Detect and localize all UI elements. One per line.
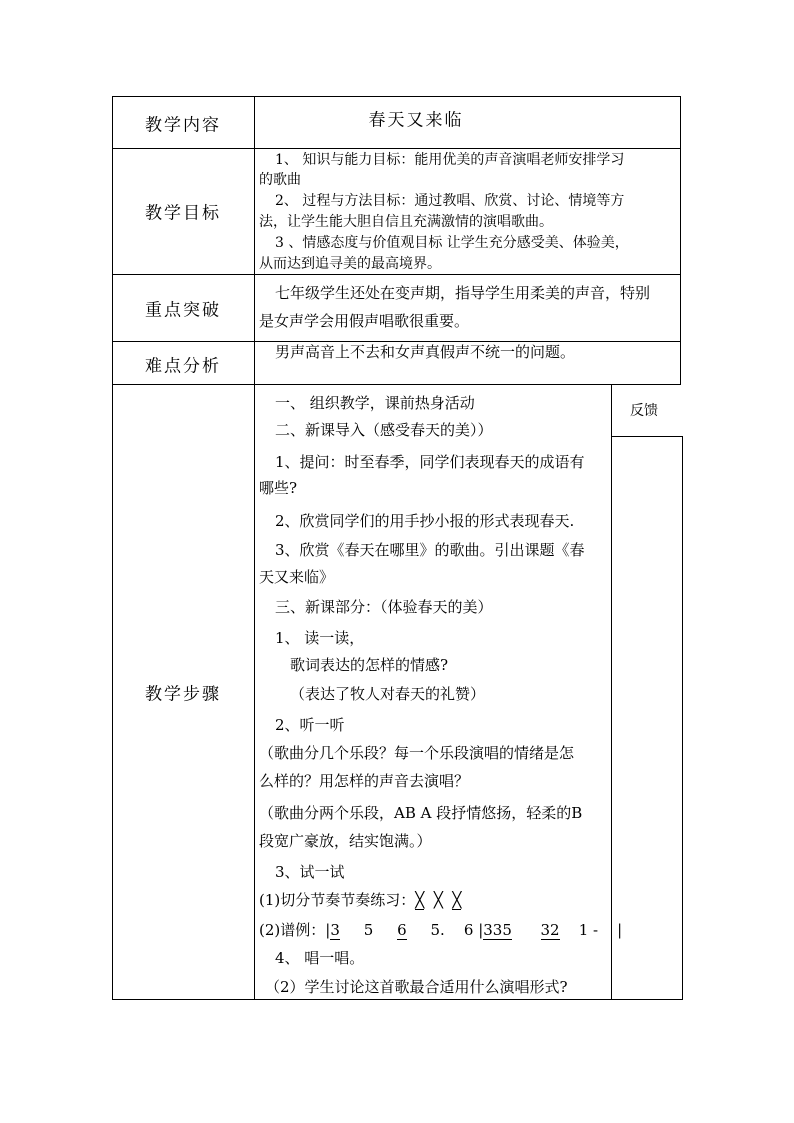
score-prefix: (2)谱例： [259,921,326,939]
note: 6 [463,921,474,939]
table-bottom-border [112,999,683,1000]
row-label-objectives: 教学目标 [145,203,221,224]
note: 1 - [578,921,599,939]
step-line: （歌曲分两个乐段，AB A 段抒情悠扬，轻柔的B [259,804,583,822]
feedback-header-divider [611,436,683,437]
note: 335 [483,921,512,939]
objective-line: 3 、情感态度与价值观目标 让学生充分感受美、体验美， [275,235,629,251]
objective-line: 法，让学生能大胆自信且充满激情的演唱歌曲。 [259,214,553,230]
row-divider-1 [112,148,681,149]
step-line: 段宽广豪放，结实饱满。） [259,832,432,850]
objective-line: 从而达到追寻美的最高境界。 [259,256,441,272]
step-line: （2）学生讨论这首歌最合适用什么演唱形式? [265,978,568,996]
rhythm-prefix: (1)切分节奏节奏练习： [259,891,416,909]
step-line: （歌曲分几个乐段？每一个乐段演唱的情绪是怎 [259,744,575,762]
step-line: 3、欣赏《春天在哪里》的歌曲。引出课题《春 [275,541,585,559]
note: 32 [540,921,560,939]
step-line: 2、欣赏同学们的用手抄小报的形式表现春天. [275,512,575,530]
step-line: 1、 读一读， [275,629,365,647]
rhythm-symbol: ╳ [452,891,462,909]
step-line: 二、新课导入（感受春天的美）） [275,421,493,439]
step-line: 一、 组织教学，课前热身活动 [275,394,475,412]
step-line: 1、提问：时至春季，同学们表现春天的成语有 [275,453,585,471]
step-line: 4、 唱一唱。 [275,949,365,967]
rhythm-exercise [259,890,461,910]
label-column-divider [254,96,255,1000]
note: 6 [397,921,407,939]
step-line: 3、试一试 [275,863,345,881]
feedback-column-right-border [682,436,683,1000]
step-line: （表达了牧人对春天的礼赞） [290,685,486,703]
note: 5. [430,921,445,939]
row-label-difficulty: 难点分析 [145,356,221,377]
step-line: 天又来临》 [259,568,335,586]
key-point-line: 七年级学生还处在变声期，指导学生用柔美的声音，特别 [275,284,651,302]
step-line: 歌词表达的怎样的情感? [290,656,449,674]
table-top-border [112,96,681,97]
row-divider-4 [112,384,681,385]
objective-line: 的歌曲 [259,172,301,188]
barline: | [325,921,331,939]
key-point-line: 是女声学会用假声唱歌很重要。 [259,312,470,330]
row-label-key-points: 重点突破 [145,300,221,321]
note: 3 [330,921,340,939]
objective-line: 2、 过程与方法目标：通过教唱、欣赏、讨论、情境等方 [275,193,625,209]
step-line: 三、新课部分：（体验春天的美） [275,598,493,616]
objective-line: 1、 知识与能力目标：能用优美的声音演唱老师安排学习 [275,152,625,168]
barline: | [617,921,623,939]
score-example [259,920,622,940]
table-right-border [680,96,681,385]
lesson-title: 春天又来临 [368,110,464,131]
rhythm-symbol: ╳ [433,891,443,909]
barline: | [478,921,484,939]
row-divider-2 [112,274,681,275]
table-left-border [112,96,113,1000]
difficulty-line: 男声高音上不去和女声真假声不统一的问题。 [275,343,576,361]
row-label-steps: 教学步骤 [145,684,221,705]
step-line: 么样的？用怎样的声音去演唱？ [259,772,470,790]
feedback-column-divider [611,384,612,1000]
step-line: 2、听一听 [275,716,345,734]
note: 5 [363,921,374,939]
row-label-content: 教学内容 [145,115,221,136]
rhythm-symbol: ╳ [415,891,425,909]
feedback-header: 反馈 [630,403,658,419]
step-line: 哪些? [259,479,298,497]
